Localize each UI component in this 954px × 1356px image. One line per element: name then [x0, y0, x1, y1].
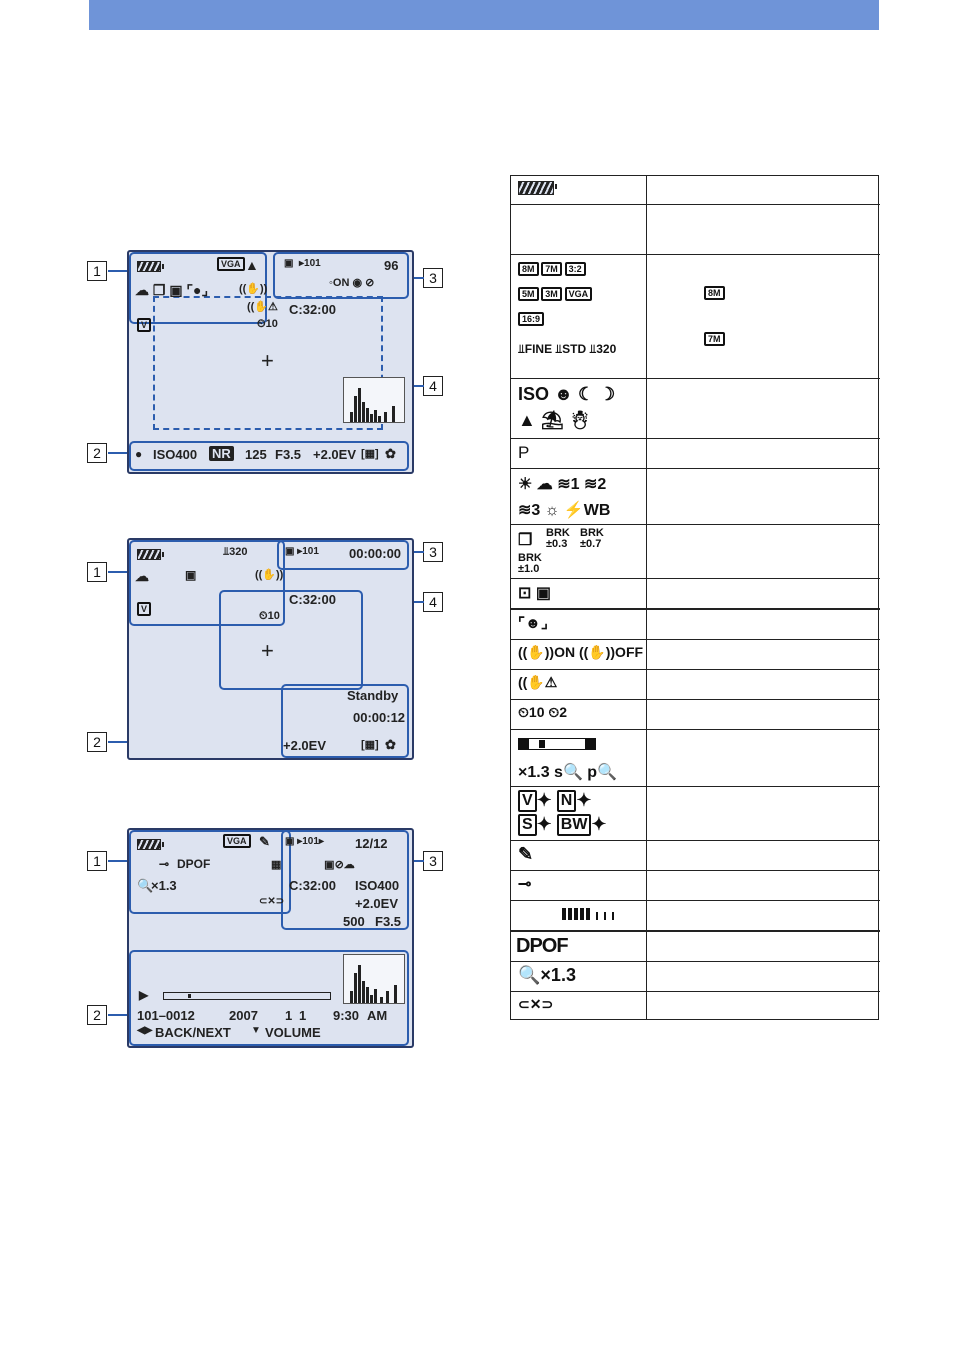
cloudy-icon: ☁ ❐ ▣ ⌜●⌟: [135, 282, 209, 298]
exposure-value: +2.0EV: [355, 896, 399, 911]
zoom-scale-bar: [518, 738, 596, 750]
no-connect-icon: ⊂✕⊃: [259, 896, 285, 907]
remaining-shots: 96: [384, 258, 399, 273]
movie-time: 00:00:00: [349, 546, 402, 561]
lcd-frame: [127, 538, 414, 760]
flash-icons: ◦ON ◉ ⊘: [329, 277, 375, 289]
dpof-label: DPOF: [516, 935, 568, 957]
left-right-arrow-icon: ◀▶: [137, 1025, 153, 1036]
af-frame-icon: [▦]: [361, 448, 379, 460]
callout-2: 2: [87, 1005, 107, 1025]
protect-icon: ✎: [518, 844, 534, 864]
key-icon: ⊸: [159, 857, 170, 871]
callout-3: 3: [423, 851, 443, 871]
level-meter-icon: [562, 907, 614, 925]
zoom-icon: 🔍: [137, 878, 154, 893]
scene-mode-icons: ISO ☻ ☾ ☽: [518, 384, 616, 404]
am-pm: AM: [367, 1008, 388, 1023]
indicator-table: [510, 175, 879, 1020]
callout-2: 2: [87, 443, 107, 463]
protect-icon: ✎: [259, 834, 270, 849]
battery-icon: [518, 181, 554, 195]
image-size-vga-icon: VGA: [217, 257, 245, 271]
image-size-vga-icon: VGA: [223, 834, 251, 848]
no-connect-icon: ⊂✕⊃: [518, 996, 554, 1012]
steadyshot-icons: ((✋))ON ((✋))OFF: [518, 644, 644, 660]
spot-meter-icon: ▣: [185, 568, 197, 582]
dpof-label: DPOF: [177, 857, 211, 871]
quality-icons: ⫫FINE ⫫STD ⫫320: [518, 342, 617, 356]
folder-icon: ▸101: [299, 258, 321, 269]
playback-icons: ▦ ▣⊘☁: [271, 859, 355, 871]
callout-1: 1: [87, 562, 107, 582]
progress-bar: [163, 992, 331, 1000]
cloudy-icon: ☁: [135, 568, 149, 584]
volume-label: VOLUME: [265, 1025, 321, 1040]
steadyshot-off-icon: ((✋)): [255, 569, 284, 581]
callout-2: 2: [87, 732, 107, 752]
program-auto-label: P: [518, 443, 530, 462]
zoom-icons: ×1.3 s🔍 p🔍: [518, 764, 617, 781]
date-year: 2007: [229, 1008, 258, 1023]
landscape-icon: ▲: [245, 257, 259, 273]
callout-4: 4: [423, 592, 443, 612]
center-cross-icon: +: [261, 348, 274, 373]
af-frame-icon: [▦]: [361, 739, 379, 751]
shake-warning-icon: ((✋⚠: [247, 301, 278, 313]
color-mode-icon: V: [137, 318, 151, 332]
back-next-label: BACK/NEXT: [155, 1025, 231, 1040]
clock: C:32:00: [289, 878, 336, 893]
shake-warning-icon: ((✋⚠: [518, 674, 558, 690]
play-icon: ▶: [139, 988, 149, 1002]
bracket-icon: BRK ±0.7: [580, 527, 604, 550]
callout-1: 1: [87, 851, 107, 871]
callout-4: 4: [423, 376, 443, 396]
callout-3: 3: [423, 268, 443, 288]
lcd-frame: [127, 828, 414, 1048]
self-timer-clock: C:32:00: [289, 302, 336, 317]
callout-3: 3: [423, 542, 443, 562]
record-dot-icon: ●: [135, 447, 143, 461]
memory-icon: ▣ ▸101: [285, 546, 319, 557]
key-icon: ⊸: [518, 876, 532, 893]
burst-icon: ❐: [518, 532, 533, 549]
time: 9:30: [333, 1008, 360, 1023]
memory-icon: ▣: [284, 258, 294, 269]
aperture: F3.5: [375, 914, 402, 929]
battery-icon: [137, 549, 161, 560]
iso-value: ISO400: [355, 878, 400, 893]
center-cross-icon: +: [261, 638, 274, 663]
macro-icon: ✿: [385, 446, 396, 461]
color-mode-icons: V ✦ N ✦: [518, 790, 591, 812]
iso-value: ISO400: [153, 447, 198, 462]
file-number: 101–0012: [137, 1008, 195, 1023]
steadyshot-icon: ((✋)): [239, 283, 268, 295]
callout-1: 1: [87, 261, 107, 281]
color-mode-icon: V: [137, 602, 151, 616]
nr-badge: NR: [209, 446, 234, 461]
clock: C:32:00: [289, 592, 336, 607]
down-arrow-icon: ▼: [251, 1025, 261, 1036]
metering-icons: ⊡ ▣: [518, 585, 551, 602]
battery-icon: [137, 839, 161, 850]
self-timer-icon: ⏲10: [257, 318, 278, 330]
image-count: 12/12: [355, 836, 388, 851]
header-bar: [89, 0, 879, 30]
standby-label: Standby: [347, 688, 399, 703]
shutter-speed: 500: [343, 914, 365, 929]
size-8m-icon: 8M: [704, 286, 725, 300]
exposure-value: +2.0EV: [283, 738, 327, 753]
movie-size-320-icon: ⫫320: [223, 546, 248, 558]
self-timer-icon: ⏲10: [259, 610, 280, 622]
histogram: [343, 377, 405, 423]
face-detection-icon: ⌜☻⌟: [518, 615, 548, 632]
battery-icon: [137, 261, 161, 272]
exposure-value: +2.0EV: [313, 447, 357, 462]
bracket-icon: BRK ±0.3: [546, 527, 570, 550]
macro-icon: ✿: [385, 737, 396, 752]
size-7m-icon: 7M: [704, 332, 725, 346]
aperture: F3.5: [275, 447, 302, 462]
zoom-value: ×1.3: [151, 878, 177, 893]
image-size-icons: 8M 7M 3:2: [518, 262, 586, 276]
self-timer-icons: ⏲10 ⏲2: [518, 704, 568, 720]
standby-time: 00:00:12: [353, 710, 406, 725]
lcd-frame: [127, 250, 414, 474]
white-balance-icons: ☀ ☁ ≋1 ≋2: [518, 476, 607, 493]
date-day: 1: [299, 1008, 307, 1023]
shutter-speed: 125: [245, 447, 267, 462]
date-month: 1: [285, 1008, 293, 1023]
zoom-icon: 🔍×1.3: [518, 965, 576, 985]
memory-icon: ▣ ▸101▸: [285, 836, 324, 847]
bracket-icon: BRK ±1.0: [518, 552, 542, 575]
histogram: [343, 954, 405, 1004]
